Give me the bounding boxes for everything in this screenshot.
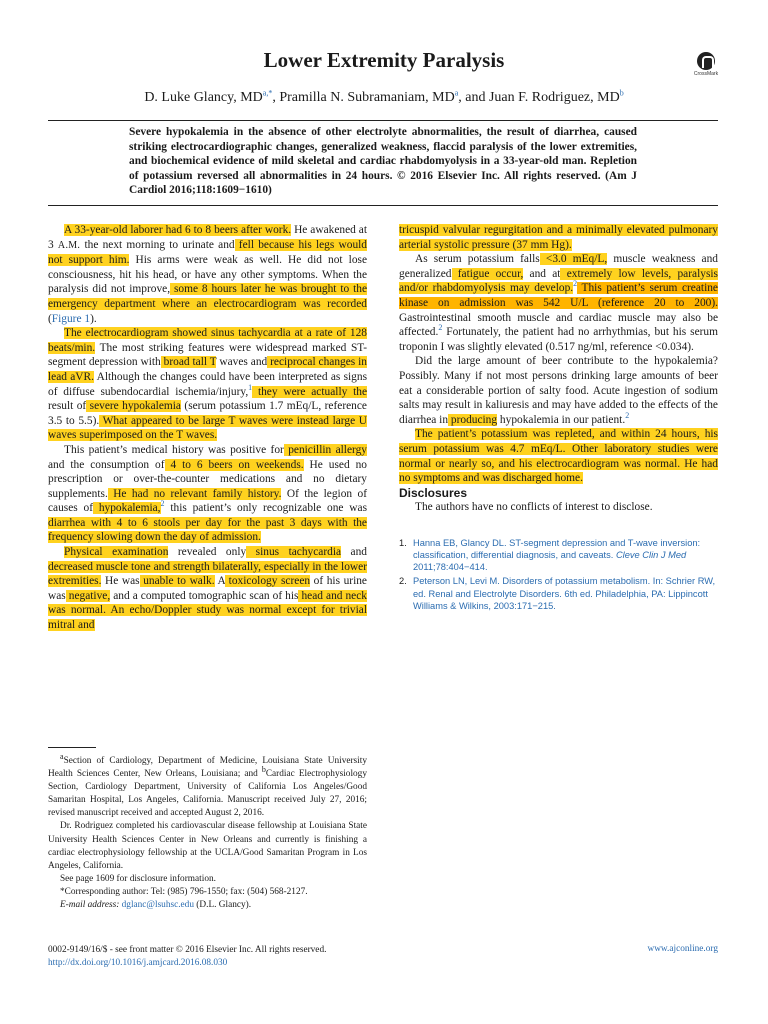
highlight: An echo/Doppler study was normal except for trivial mitral and <box>48 604 367 632</box>
highlight: fell because his legs would not support him. <box>48 238 367 267</box>
reference-link[interactable]: 1 <box>248 382 253 392</box>
highlight: severe hypokalemia <box>86 400 181 413</box>
body-paragraph: Physical examination revealed only sinus tachycardia and decreased muscle tone and strength bilaterally, especially in the lower extremities. He was unable to walk. A toxicology screen of his urine was negative, and a computed tomographic scan of his head and neck was normal. An echo/Doppler study was normal except for trivial mitral and <box>48 546 367 632</box>
footer-left <box>48 944 326 970</box>
highlight: sinus tachycardia <box>246 546 342 559</box>
header-rule-bottom <box>48 205 718 206</box>
doi-link[interactable]: http://dx.doi.org/10.1016/j.amjcard.2016.08.030 <box>48 958 228 968</box>
highlight: broad tall T <box>160 356 217 369</box>
author-separator: , <box>272 90 280 105</box>
highlight: negative, <box>65 589 111 602</box>
highlight: they were actually the <box>252 385 367 398</box>
author-note: Dr. Rodriguez completed his cardiovascular disease fellowship at Louisiana State University Health Sciences Center in New Orleans and currently is finishing a cardiac electrophysiology fellowship at the UCLA/Good Samaritan Program in Los Angeles, California. <box>48 821 367 871</box>
highlight: unable to walk. <box>139 575 215 588</box>
left-column <box>48 223 367 633</box>
crossmark-icon <box>697 52 715 70</box>
section-heading: Disclosures <box>399 485 468 500</box>
body-paragraph <box>399 223 718 252</box>
reference-number: 1. <box>399 537 407 548</box>
highlight: some 8 hours later he was brought to the emergency department where an electrocardiogram was recorded <box>48 283 368 310</box>
body-paragraph <box>399 427 718 485</box>
highlight: toxicology screen <box>225 575 311 588</box>
author-affiliation-mark[interactable]: b <box>619 88 624 98</box>
reference-item[interactable]: 1. Hanna EB, Glancy DL. ST-segment depression and T-wave inversion: classification, differential diagnosis, and caveats. Cleve Clin J Med 2011;78:404−414. <box>399 537 701 573</box>
article-title: Lower Extremity Paralysis <box>263 48 505 72</box>
body-paragraph: Did the large amount of beer contribute to the hypokalemia? Possibly. Many if not most persons drinking large amounts of beer eat a considerable portion of salty food. Acute ingestion of sodium salts may result in kaliuresis and may have added to the effects of the diarrhea in producing hypokalemia in our patient.$^2$ <box>399 355 718 426</box>
highlight: The patient’s potassium was repleted, and within 24 hours, his serum potassium was 4.7 mEq/L. Other laboratory studies were normal or nearly so, and his electrocardiogram was <box>399 428 718 470</box>
issn-line: 0002-9149/16/$ - see front matter © 2016 Elsevier Inc. All rights reserved. <box>48 945 327 955</box>
author-affiliation-mark[interactable]: a <box>454 88 459 98</box>
highlight: diarrhea with 4 to 6 stools per day for the past 3 days with the frequency slowing down the day of admission. <box>48 516 367 544</box>
reference-link[interactable]: 2 <box>573 279 578 289</box>
reference-number: 2. <box>399 576 407 587</box>
footnotes <box>48 751 367 912</box>
author-name: Juan F. Rodriguez, MD <box>488 90 620 105</box>
email-line: E-mail address: dglanc@lsuhsc.edu (D.L. Glancy). <box>60 900 252 911</box>
highlight-strong: This patient’s serum creatine kinase on admission was 542 U/L (reference 20 to 200). <box>399 282 718 309</box>
header-rule-top <box>48 120 718 121</box>
author-affiliation-mark[interactable]: a, <box>262 88 269 98</box>
highlight: <3.0 mEq/L, <box>539 253 608 266</box>
crossmark-label: CrossMark <box>693 71 719 77</box>
highlight: tricuspid valvular regurgitation and a minimally elevated pulmonary arterial systolic pressure (37 mm Hg). <box>399 224 718 251</box>
highlight: head and neck was normal. <box>48 589 367 617</box>
affiliation-footnote: $^a$Section of Cardiology, Department of Medicine, Louisiana State University Health Sciences Center, New Orleans, Louisiana; and $^b$Cardiac Electrophysiology Section, Cardiology Department, University of California Los Angeles/Good Samaritan Hospital, Los Angeles, California. Manuscript received July 27, 2016; revised manuscript received and accepted August 2, 2016. <box>48 751 367 819</box>
highlight: 4 to 6 beers on weekends. <box>164 458 304 471</box>
highlight: A 33-year-old laborer had 6 to 8 beers after work. <box>64 224 292 236</box>
highlight: Physical examination <box>64 546 169 559</box>
highlight: hypokalemia, <box>93 502 161 515</box>
author-list <box>0 90 768 106</box>
journal-name: Cleve Clin J Med <box>615 550 687 561</box>
highlight: He had no relevant family history. <box>107 487 282 500</box>
highlight: What appeared to be large T waves were instead large U waves superimposed on the T waves. <box>48 414 367 442</box>
right-column <box>399 223 718 614</box>
crossmark-badge[interactable] <box>693 52 719 77</box>
highlight: normal. <box>640 457 681 470</box>
corresponding-mark[interactable]: * <box>268 88 273 98</box>
footnote-rule <box>48 747 96 748</box>
highlight: decreased muscle tone and strength bilaterally, especially in the lower extremities. <box>48 560 367 588</box>
reference-link[interactable]: 2 <box>625 410 630 420</box>
highlight: penicillin allergy <box>283 443 368 456</box>
reference-item[interactable]: 2. Peterson LN, Levi M. Disorders of potassium metabolism. In: Schrier RW, ed. Renal and Electrolyte Disorders. 6th ed. Philadelphia, PA: Lippincott Williams & Wilkins, 2003:171−215. <box>399 576 716 611</box>
abstract: Severe hypokalemia in the absence of other electrolyte abnormalities, the result of diarrhea, caused striking electrocardiographic changes, generalized weakness, flaccid paralysis of the lower extremities, and biochemical evidence of mild skeletal and cardiac rhabdomyolysis in a 33-year-old man. Repletion of potassium reversed all abnormalities in 24 hours. © 2016 Elsevier Inc. All rights reserved. (Am J Cardiol 2016;118:1609−1610) <box>129 126 637 197</box>
reference-link[interactable]: 2 <box>160 499 165 509</box>
reference-list <box>399 537 718 612</box>
figure-link[interactable]: Figure 1 <box>51 312 91 325</box>
author-name: D. Luke Glancy, MD <box>144 90 263 105</box>
body-paragraph: The electrocardiogram showed sinus tachycardia at a rate of 128 beats/min. The most striking features were widespread marked ST-segment depression with broad tall T waves and reciprocal changes in lead aVR. Although the changes could have been interpreted as signs of diffuse subendocardial ischemia/injury,$^1$ they were actually the result of severe hypokalemia (serum potassium 1.7 mEq/L, reference 3.5 to 5.5). What appeared to be large T waves were instead large U waves superimposed on the T waves. <box>48 327 368 442</box>
corresponding-author: *Corresponding author: Tel: (985) 796-1550; fax: (504) 568-2127. <box>60 886 308 897</box>
highlight: fatigue occur, <box>451 267 524 280</box>
highlight: The electrocardiogram showed sinus tachycardia at a rate of 128 beats/min. <box>48 327 367 354</box>
disclosure-text: The authors have no conflicts of interest to disclose. <box>415 501 653 514</box>
journal-website-link[interactable]: www.ajconline.org <box>647 944 718 954</box>
author-separator: , and <box>458 90 489 105</box>
email-link[interactable]: dglanc@lsuhsc.edu <box>121 900 194 911</box>
body-paragraph: As serum potassium falls <3.0 mEq/L, muscle weakness and generalized fatigue occur, and at extremely low levels, paralysis and/or rhabdomyolysis may develop.$^2$ This patient’s serum creatine kinase on admission was 542 U/L (reference 20 to 200). Gastrointestinal smooth muscle and cardiac muscle may also be affected.$^2$ Fortunately, the patient had no arrhythmias, but his serum troponin I was slightly elevated (0.517 ng/ml, reference <0.034). <box>399 253 719 353</box>
reference-link[interactable]: 2 <box>438 323 443 333</box>
highlight: extremely low levels, paralysis and/or rhabdomyolysis may develop. <box>399 267 718 295</box>
highlight: reciprocal changes in lead aVR. <box>48 356 368 383</box>
highlight: producing <box>448 413 498 426</box>
body-paragraph: This patient’s medical history was positive for penicillin allergy and the consumption of 4 to 6 beers on weekends. He used no prescription or over-the-counter medications and no dietary supplements. He had no relevant family history. Of the legion of causes of hypokalemia,$^2$ this patient’s only recognizable one was diarrhea with 4 to 6 stools per day for the past 3 days with the frequency slowing down the day of admission. <box>48 443 368 544</box>
highlight: He had no symptoms and was discharged home. <box>399 457 718 485</box>
body-paragraph: A 33-year-old laborer had 6 to 8 beers after work. He awakened at 3 A.M. the next morning to urinate and fell because his legs would not support him. His arms were weak as well. He did not lose consciousness, hit his head, or have any other symptoms. When the paralysis did not improve, some 8 hours later he was brought to the emergency department where an electrocardiogram was recorded (Figure 1). <box>48 224 368 325</box>
author-name: Pramilla N. Subramaniam, MD <box>279 90 455 105</box>
disclosure-note: See page 1609 for disclosure information. <box>60 873 216 884</box>
